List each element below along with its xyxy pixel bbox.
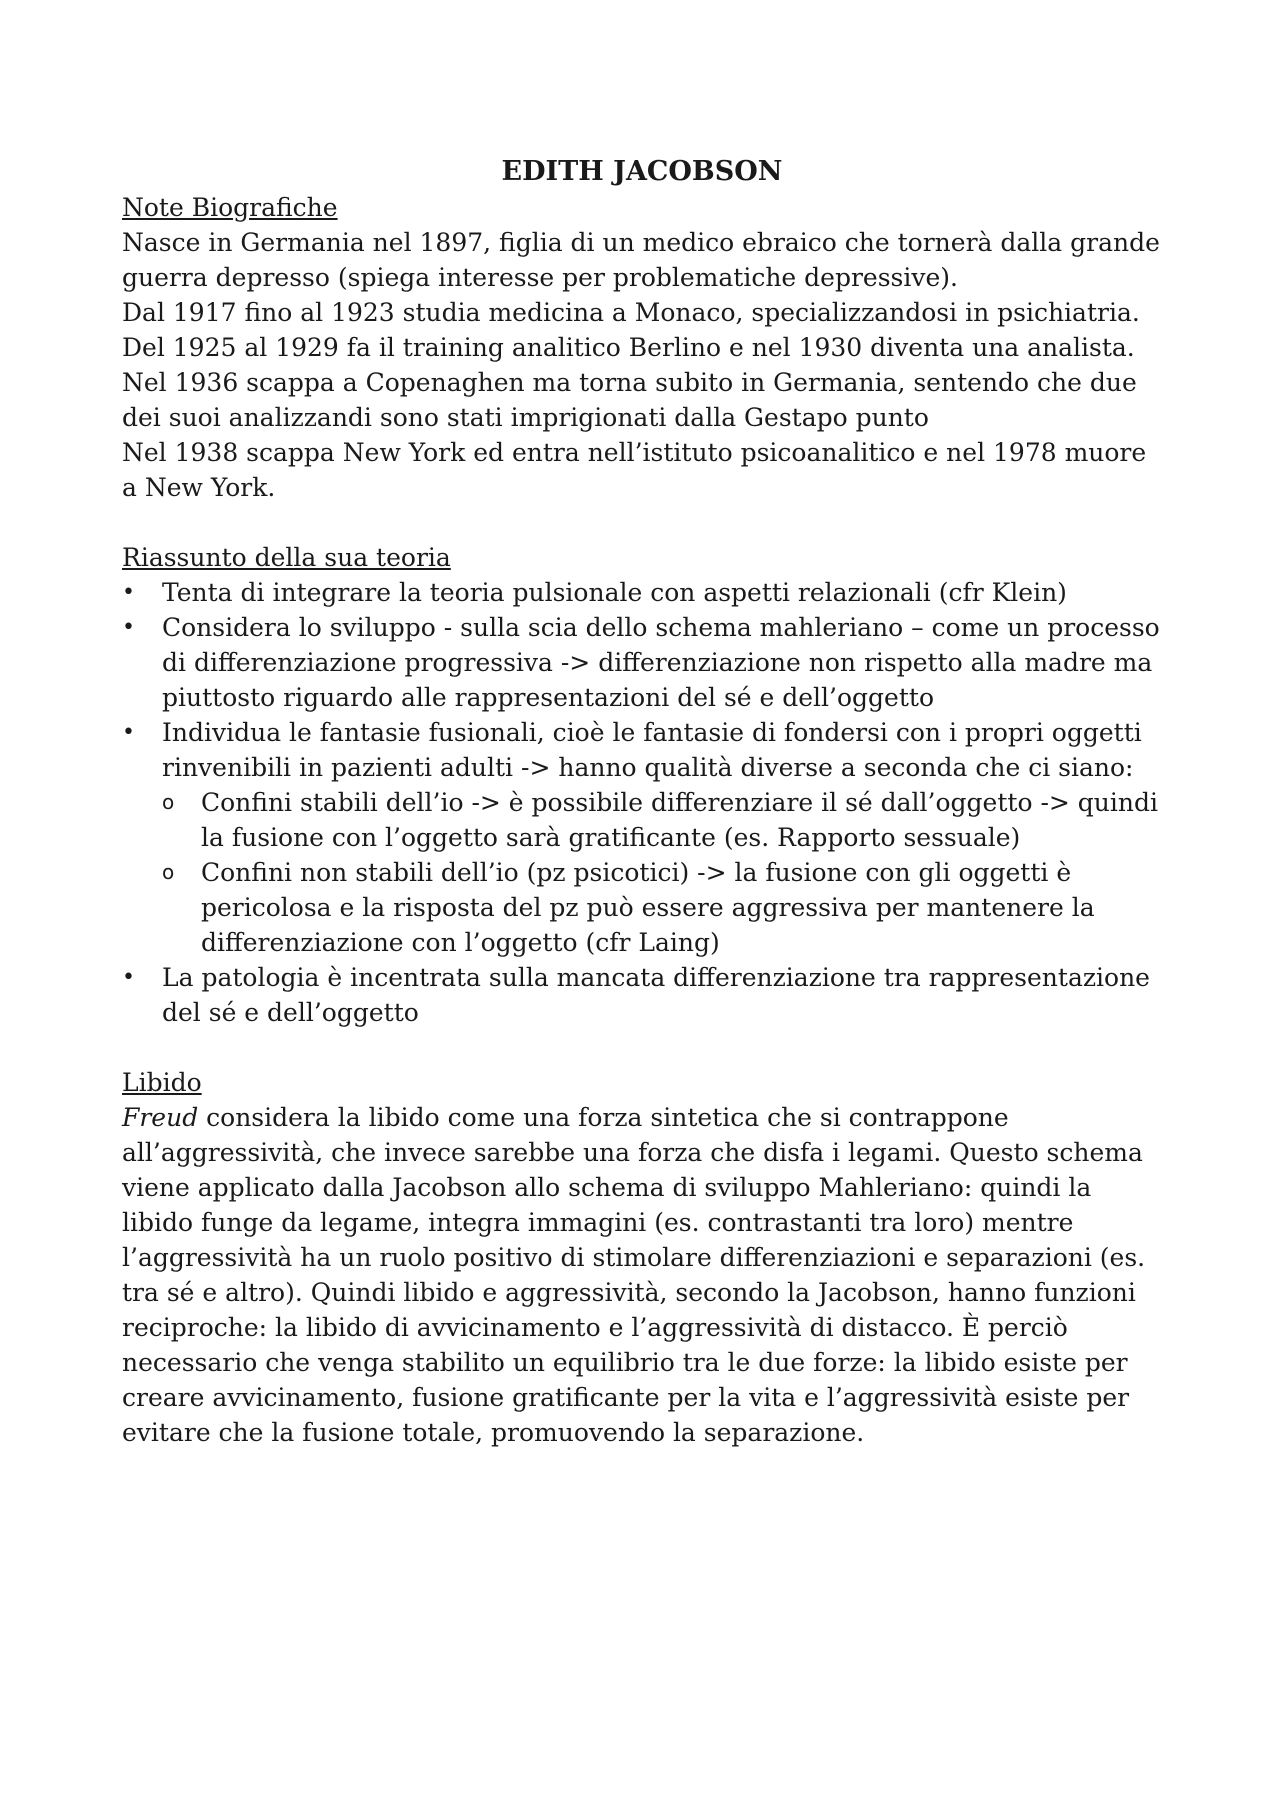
libido-text: considera la libido come una forza sintetica che si contrappone all’aggressività, che invece sarebbe una forza che disfa i legami. Questo schema viene applicato dalla Jacobson allo schema di sviluppo Mahleriano: quindi la libido funge da legame, integra immagini (es. contrastanti tra loro) mentre l’aggressività ha un ruolo positivo di stimolare differenziazioni e separazioni (es. tra sé e altro). Quindi libido e aggressività, secondo la Jacobson, hanno funzioni reciproche: la libido di avvicinamento e l’aggressività di distacco. È perciò necessario che venga stabilito un equilibrio tra le due forze: la libido esiste per creare avvicinamento, fusione gratificante per la vita e l’aggressività esiste per evitare che la fusione totale, promuovendo la separazione. [122, 1103, 1146, 1447]
list-item [122, 610, 1162, 715]
bullet-icon: • [122, 720, 135, 745]
sub-list-item-text: Confini non stabili dell’io (pz psicotici) -> la fusione con gli oggetti è pericolosa e la risposta del pz può essere aggressiva per mantenere la differenziazione con l’oggetto (cfr Laing) [201, 858, 1095, 957]
bio-paragraph: Nel 1938 scappa New York ed entra nell’istituto psicoanalitico e nel 1978 muore a New York. [122, 438, 1147, 502]
bio-section [122, 190, 1162, 505]
libido-paragraph [122, 1100, 1162, 1450]
sub-bullet-icon: o [162, 790, 175, 814]
list-item-text: Individua le fantasie fusionali, cioè le fantasie di fondersi con i propri oggetti rinvenibili in pazienti adulti -> hanno qualità diverse a seconda che ci siano: [162, 718, 1142, 782]
section-spacer [122, 1030, 1162, 1065]
summary-heading: Riassunto della sua teoria [122, 543, 451, 572]
list-item-text: Tenta di integrare la teoria pulsionale con aspetti relazionali (cfr Klein) [162, 578, 1067, 607]
document-body [122, 154, 1162, 1450]
bio-paragraph: Dal 1917 fino al 1923 studia medicina a Monaco, specializzandosi in psichiatria. [122, 298, 1140, 327]
libido-section [122, 1065, 1162, 1450]
document-title: EDITH JACOBSON [501, 156, 783, 187]
list-item [122, 960, 1162, 1030]
summary-sub-bullet-list [122, 785, 1162, 960]
bio-paragraph: Del 1925 al 1929 fa il training analitico Berlino e nel 1930 diventa una analista. [122, 333, 1135, 362]
sub-list-item [122, 785, 1162, 855]
sub-bullet-icon: o [162, 860, 175, 884]
bullet-icon: • [122, 615, 135, 640]
list-item-text: La patologia è incentrata sulla mancata differenziazione tra rappresentazione del sé e dell’oggetto [162, 963, 1150, 1027]
bullet-icon: • [122, 580, 135, 605]
sub-list-item [122, 855, 1162, 960]
summary-bullet-list [122, 575, 1162, 785]
summary-bullet-list [122, 960, 1162, 1030]
libido-heading: Libido [122, 1068, 202, 1097]
bullet-icon: • [122, 965, 135, 990]
list-item [122, 575, 1162, 610]
list-item [122, 715, 1162, 785]
section-spacer [122, 505, 1162, 540]
bio-paragraph: Nasce in Germania nel 1897, figlia di un medico ebraico che tornerà dalla grande guerra depresso (spiega interesse per problematiche depressive). [122, 228, 1160, 292]
libido-lead-italic: Freud [122, 1103, 199, 1132]
sub-list-item-text: Confini stabili dell’io -> è possibile differenziare il sé dall’oggetto -> quindi la fusione con l’oggetto sarà gratificante (es. Rapporto sessuale) [201, 788, 1158, 852]
bio-heading: Note Biografiche [122, 193, 338, 222]
bio-paragraph: Nel 1936 scappa a Copenaghen ma torna subito in Germania, sentendo che due dei suoi analizzandi sono stati imprigionati dalla Gestapo punto [122, 368, 1137, 432]
list-item-text: Considera lo sviluppo - sulla scia dello schema mahleriano – come un processo di differenziazione progressiva -> differenziazione non rispetto alla madre ma piuttosto riguardo alle rappresentazioni del sé e dell’oggetto [162, 613, 1160, 712]
summary-section [122, 540, 1162, 1030]
